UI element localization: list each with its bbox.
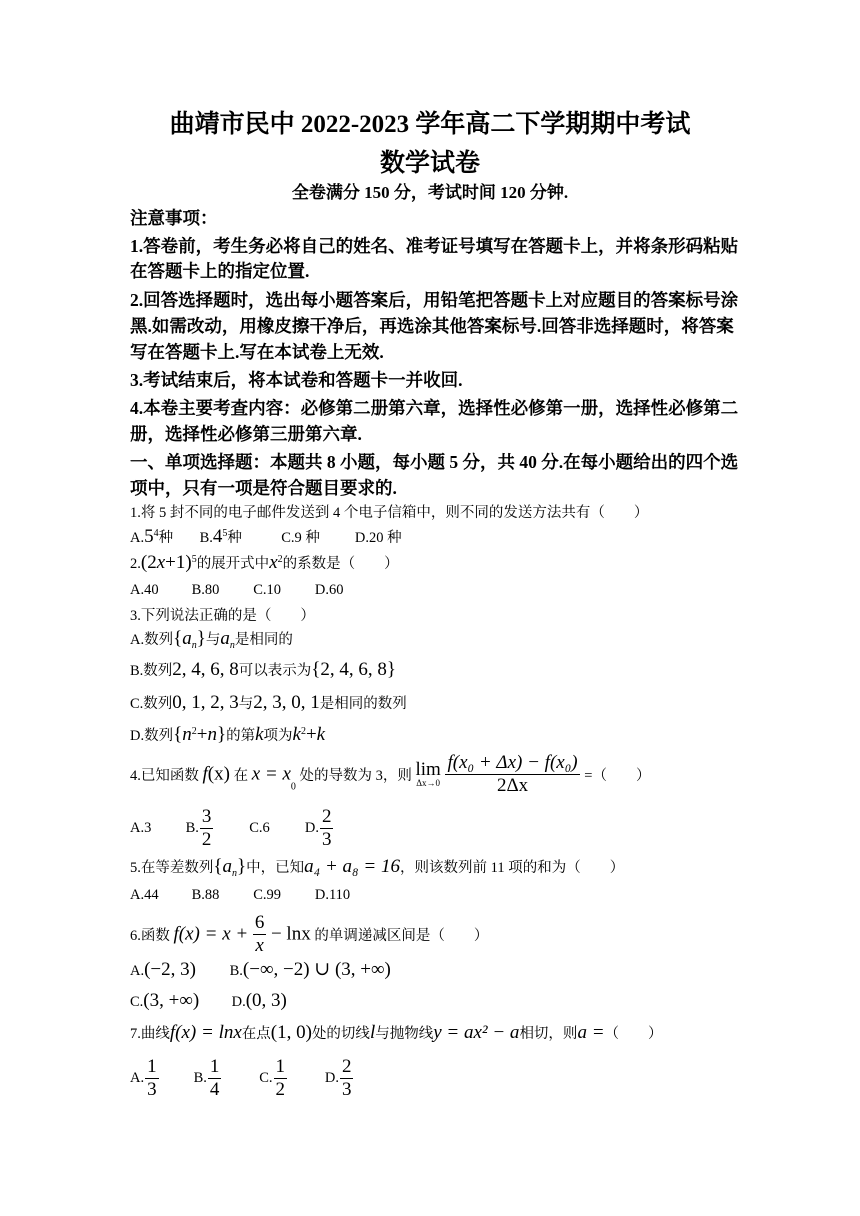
option-b: B.80 <box>191 582 220 598</box>
option-c: C.6 <box>249 819 270 836</box>
question-5-stem: 5.在等差数列$\{a_n\}$中，已知a₄ + a₈ = 16，则该数列前 11 项的和为（ ） <box>130 856 625 879</box>
question-4-options <box>130 806 334 851</box>
exam-subject-title: 数学试卷 <box>379 150 480 177</box>
question-7-stem: 7.曲线f(x) = lnx在点(1, 0)处的切线l与抛物线y = ax² − a相切，则a =（ ） <box>130 1022 663 1043</box>
question-5-options <box>130 887 350 904</box>
section-heading: 项中，只有一项是符合题目要求的. <box>130 478 397 498</box>
limit-fraction: $\frac{\text{f(x₀ + Δx) − f(x₀)}}{2\Delta x}$ <box>447 752 578 796</box>
question-6-options-row2 <box>130 990 287 1012</box>
notice-line: 在答题卡上的指定位置. <box>130 261 310 281</box>
question-3-option-d: D.数列$\{n^2+n\}$的第k项为$k^2+k$ <box>130 724 326 745</box>
limit-operator: lim Δx→0 <box>415 759 441 789</box>
option-b: B.88 <box>191 887 220 903</box>
option-b: B. $\frac{3}{2}$ <box>185 806 212 850</box>
question-3-option-b: B.数列2, 4, 6, 8可以表示为{2, 4, 6, 8} <box>130 659 397 680</box>
notice-line: 4.本卷主要考查内容：必修第二册第六章，选择性必修第一册，选择性必修第二 <box>130 398 739 418</box>
option-d: D.60 <box>314 582 344 598</box>
notice-line: 写在答题卡上.写在本试卷上无效. <box>130 342 384 362</box>
notice-line: 册，选择性必修第三册第六章. <box>130 424 362 444</box>
option-d: D. $\frac{2}{3}$ <box>324 1056 352 1100</box>
option-b: B. $\frac{1}{4}$ <box>193 1056 220 1100</box>
option-d: D.20 种 <box>354 530 402 546</box>
option-a: A.(−2, 3) <box>130 959 196 980</box>
option-d-fraction: $\frac{2}{3}$ <box>321 806 332 850</box>
question-2-options <box>130 582 343 599</box>
option-a-fraction: $\frac{1}{3}$ <box>147 1056 157 1100</box>
section-heading: 一、单项选择题：本题共 8 小题，每小题 5 分，共 40 分.在每小题给出的四个选 <box>130 452 739 472</box>
question-4-stem: 4.已知函数 f(x) 在 $x = x_0$ 处的导数为 3，则 lim Δx→0 $\frac{\text{f(x₀ + Δx) − f(x₀)}}{2\Delta x}$ =（ ） <box>130 752 651 796</box>
question-6-stem: 6.函数 f(x) = x + $\frac{6}{x}$ − lnx 的单调递减区间是（ ） <box>130 912 489 956</box>
option-b: B.(−∞, −2) ∪ (3, +∞) <box>229 959 391 980</box>
option-d: D. $\frac{2}{3}$ <box>304 806 332 850</box>
option-c: C.10 <box>253 582 282 598</box>
notice-line: 2.回答选择题时，选出每小题答案后，用铅笔把答题卡上对应题目的答案标号涂 <box>130 290 739 310</box>
option-a: A. $\frac{1}{3}$ <box>130 1056 157 1100</box>
option-b-fraction: $\frac{3}{2}$ <box>201 806 212 850</box>
exam-title: 曲靖市民中 2022-2023 学年高二下学期期中考试 <box>169 111 691 138</box>
option-d: D.110 <box>314 887 351 903</box>
option-c: C.(3, +∞) <box>130 990 200 1011</box>
option-a: $A.5^4$种 <box>130 526 174 547</box>
question-3-option-c: C.数列0, 1, 2, 3与2, 3, 0, 1是相同的数列 <box>130 692 407 713</box>
option-c: C.99 <box>253 887 282 903</box>
option-a: A.44 <box>130 887 159 903</box>
notice-line: 1.答卷前，考生务必将自己的姓名、准考证号填写在答题卡上，并将条形码粘贴 <box>130 236 739 256</box>
question-6-fraction: $\frac{6}{x}$ <box>254 912 265 956</box>
question-6-options-row1 <box>130 958 391 981</box>
question-3-option-a: A.数列$\{a_n\}$与$a_n$是相同的 <box>130 628 293 651</box>
question-1-options <box>130 526 402 548</box>
question-7-options <box>130 1056 354 1101</box>
option-b-fraction: $\frac{1}{4}$ <box>209 1056 220 1100</box>
option-c-fraction: $\frac{1}{2}$ <box>275 1056 286 1100</box>
notice-line: 黑.如需改动，用橡皮擦干净后，再选涂其他答案标号.回答非选择题时，将答案 <box>130 316 734 336</box>
notice-line: 3.考试结束后，将本试卷和答题卡一并收回. <box>130 370 463 390</box>
notice-heading: 注意事项： <box>130 208 218 228</box>
option-a: A.3 <box>130 819 152 836</box>
option-a: A.40 <box>130 582 159 598</box>
question-3-stem: 3.下列说法正确的是（ ） <box>130 608 315 624</box>
exam-score-time: 全卷满分 150 分，考试时间 120 分钟. <box>291 183 569 202</box>
option-c: C.9 种 <box>281 530 320 546</box>
question-1-stem: 1.将 5 封不同的电子邮件发送到 4 个电子信箱中，则不同的发送方法共有（ ） <box>130 505 649 521</box>
option-c: C. $\frac{1}{2}$ <box>259 1056 286 1100</box>
question-2-stem: $2.(2x+1)^5$的展开式中$x^2$的系数是（ ） <box>130 552 399 573</box>
option-d: D.(0, 3) <box>231 990 287 1011</box>
option-d-fraction: $\frac{2}{3}$ <box>341 1056 352 1100</box>
option-b: $B.4^5$种 <box>199 526 242 547</box>
